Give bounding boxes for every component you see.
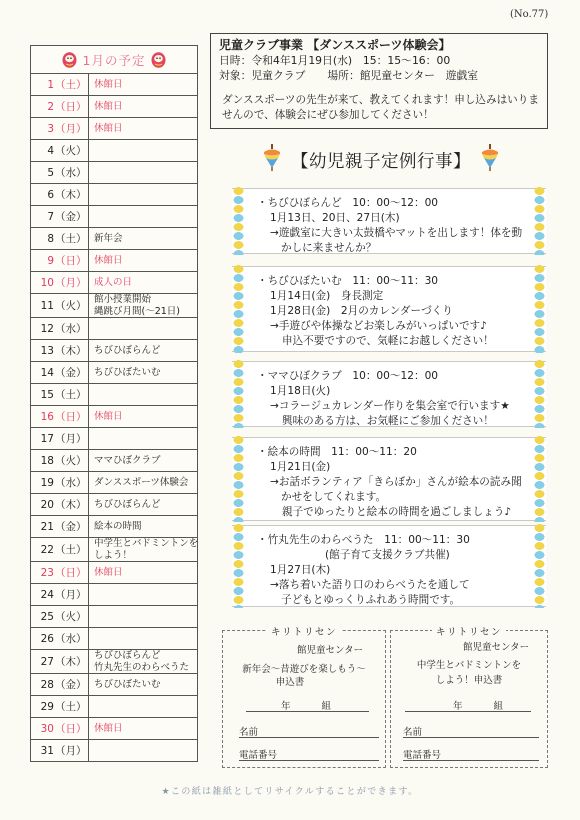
date-number: 25 xyxy=(40,610,54,623)
program-line: →手遊びや体操などお楽しみがいっぱいです♪ xyxy=(270,320,487,332)
calendar-row xyxy=(31,628,197,650)
calendar-row xyxy=(31,250,197,272)
program-line: →コラージュカレンダー作りを集会室で行います★ xyxy=(270,400,510,412)
calendar-row xyxy=(31,318,197,340)
day-of-week: （土） xyxy=(55,233,87,245)
program-panel xyxy=(232,266,546,352)
date-cell xyxy=(31,406,89,427)
date-cell xyxy=(31,74,89,95)
event-cell xyxy=(89,384,197,405)
date-number: 4 xyxy=(47,144,54,157)
name-field-label: 名前 xyxy=(239,727,259,738)
event-cell: ダンススポーツ体験会 xyxy=(94,476,189,488)
calendar-row xyxy=(31,272,197,294)
calendar-row xyxy=(31,674,197,696)
event-cell xyxy=(89,428,197,449)
calendar-row xyxy=(31,606,197,628)
day-of-week: （土） xyxy=(55,544,87,556)
form-title: しよう！申込書 xyxy=(435,675,503,686)
date-cell xyxy=(31,140,89,161)
calendar-row xyxy=(31,650,197,674)
date-cell xyxy=(31,206,89,227)
date-number: 28 xyxy=(40,678,54,691)
program-line: 興味のある方は、お気軽にご参加ください！ xyxy=(282,415,494,427)
date-cell xyxy=(31,428,89,449)
day-of-week: （水） xyxy=(55,477,87,489)
date-cell xyxy=(31,228,89,249)
program-line: (館子育て支援クラブ共催) xyxy=(325,549,450,561)
calendar-row xyxy=(31,428,197,450)
date-number: 18 xyxy=(40,454,54,467)
spinning-top-icon xyxy=(480,144,500,176)
event-place: 場所：館児童センター 遊戯室 xyxy=(327,69,479,82)
day-of-week: （金） xyxy=(55,521,87,533)
program-line: 1月18日(火) xyxy=(270,385,331,397)
field-underline xyxy=(239,760,379,761)
date-cell xyxy=(31,696,89,717)
date-number: 10 xyxy=(40,276,54,289)
event-cell xyxy=(89,318,197,339)
form-title: 申込書 xyxy=(275,677,305,688)
field-underline xyxy=(246,711,369,712)
grade-class-field: 年 組 xyxy=(453,701,508,712)
calendar-row xyxy=(31,718,197,740)
date-number: 12 xyxy=(40,322,54,335)
date-cell xyxy=(31,184,89,205)
date-cell xyxy=(31,650,89,673)
cut-line-label: キリトリセン xyxy=(267,627,341,638)
date-number: 16 xyxy=(40,410,54,423)
event-cell: 休館日 xyxy=(94,122,123,134)
event-cell: ちびひぼらんど xyxy=(94,344,161,356)
program-title: ・竹丸先生のわらべうた 11：00～11：30 xyxy=(257,534,470,546)
program-panel xyxy=(232,188,546,254)
date-number: 7 xyxy=(47,210,54,223)
event-cell: ママひぼクラブ xyxy=(94,454,161,466)
date-cell xyxy=(31,318,89,339)
event-cell xyxy=(89,628,197,649)
dance-event-box xyxy=(210,33,548,129)
day-of-week: （日） xyxy=(55,567,87,579)
calendar-row xyxy=(31,228,197,250)
date-number: 3 xyxy=(47,122,54,135)
calendar-row xyxy=(31,140,197,162)
event-cell xyxy=(89,584,197,605)
date-cell xyxy=(31,340,89,361)
calendar-row xyxy=(31,584,197,606)
event-target-place xyxy=(219,68,542,83)
program-panel xyxy=(232,361,546,427)
program-line: 1月27日(木) xyxy=(270,564,331,576)
event-cell: 休館日 xyxy=(94,254,123,266)
date-number: 27 xyxy=(40,655,54,668)
day-of-week: （月） xyxy=(55,123,87,135)
date-number: 9 xyxy=(47,254,54,267)
day-of-week: （木） xyxy=(55,189,87,201)
day-of-week: （月） xyxy=(55,589,87,601)
calendar-row xyxy=(31,118,197,140)
program-line: 申込不要ですので、気軽にお越しください！ xyxy=(282,335,494,347)
calendar-row xyxy=(31,494,197,516)
date-cell xyxy=(31,96,89,117)
day-of-week: （水） xyxy=(55,167,87,179)
form-title: 中学生とバドミントンを xyxy=(416,660,522,671)
program-line: 1月28日(金) 2月のカレンダーづくり xyxy=(270,305,453,317)
event-cell: 成人の日 xyxy=(94,276,133,288)
date-number: 22 xyxy=(40,543,54,556)
event-cell xyxy=(89,140,197,161)
date-number: 31 xyxy=(40,744,54,757)
event-cell: ちびひぼたいむ xyxy=(94,366,161,378)
calendar-row xyxy=(31,384,197,406)
date-cell xyxy=(31,162,89,183)
date-number: 15 xyxy=(40,388,54,401)
date-cell xyxy=(31,606,89,627)
date-cell xyxy=(31,362,89,383)
event-cell: 絵本の時間 xyxy=(94,520,142,532)
field-underline xyxy=(403,760,539,761)
calendar-header xyxy=(31,46,197,74)
date-number: 23 xyxy=(40,566,54,579)
day-of-week: （土） xyxy=(55,389,87,401)
program-panel xyxy=(232,525,546,607)
calendar-row xyxy=(31,96,197,118)
phone-field-label: 電話番号 xyxy=(403,750,442,761)
calendar-row xyxy=(31,206,197,228)
date-number: 19 xyxy=(40,476,54,489)
date-number: 17 xyxy=(40,432,54,445)
date-number: 29 xyxy=(40,700,54,713)
day-of-week: （水） xyxy=(55,633,87,645)
calendar-row xyxy=(31,450,197,472)
program-title: ・絵本の時間 11：00～11：20 xyxy=(257,446,417,458)
date-number: 11 xyxy=(40,299,54,312)
day-of-week: （日） xyxy=(55,411,87,423)
calendar-row xyxy=(31,472,197,494)
calendar-row xyxy=(31,184,197,206)
date-number: 24 xyxy=(40,588,54,601)
day-of-week: （火） xyxy=(55,300,87,312)
date-cell xyxy=(31,118,89,139)
day-of-week: （水） xyxy=(55,323,87,335)
calendar-row xyxy=(31,362,197,384)
program-line: →お話ボランティア「きらぼか」さんが絵本の読み聞かせをしてくれます。 xyxy=(270,476,522,503)
event-cell: ちびひぼたいむ xyxy=(94,678,161,690)
day-of-week: （火） xyxy=(55,611,87,623)
form-title: 新年会～昔遊びを楽しもう～ xyxy=(242,664,366,675)
calendar-row xyxy=(31,340,197,362)
event-cell xyxy=(89,162,197,183)
event-cell xyxy=(89,740,197,761)
event-cell: 休館日 xyxy=(94,100,123,112)
date-cell xyxy=(31,294,89,317)
program-line: 1月14日(金) 身長測定 xyxy=(270,290,384,302)
event-target: 対象：児童クラブ xyxy=(219,69,306,82)
event-cell: 新年会 xyxy=(94,232,123,244)
form-organization: 館児童センター xyxy=(463,642,530,653)
day-of-week: （土） xyxy=(55,701,87,713)
date-cell xyxy=(31,272,89,293)
date-cell xyxy=(31,538,89,561)
program-title: ・ちびひぼらんど 10：00～12：00 xyxy=(257,197,439,209)
calendar-row xyxy=(31,696,197,718)
event-cell: ちびひぼらんど xyxy=(94,498,161,510)
grade-class-field: 年 組 xyxy=(281,701,336,712)
day-of-week: （木） xyxy=(55,656,87,668)
date-number: 30 xyxy=(40,722,54,735)
day-of-week: （日） xyxy=(55,101,87,113)
event-description: ダンススポーツの先生が来て、教えてくれます！申し込みはいりませんので、体験会にぜひ参加してください！ xyxy=(222,94,539,121)
recycle-note: ★この紙は雑紙としてリサイクルすることができます。 xyxy=(161,787,419,797)
date-number: 21 xyxy=(40,520,54,533)
application-form-newyear xyxy=(222,627,386,768)
event-cell: 館小授業開始 縄跳び月間(～21日) xyxy=(94,294,181,317)
program-line: 親子でゆったりと絵本の時間を過ごしましょう♪ xyxy=(282,506,512,518)
monthly-calendar xyxy=(30,45,198,762)
event-box-title: 児童クラブ事業 【ダンススポーツ体験会】 xyxy=(219,38,451,52)
field-underline xyxy=(403,737,539,738)
section-heading-text: 【幼児親子定例行事】 xyxy=(291,151,471,172)
calendar-row xyxy=(31,516,197,538)
calendar-row xyxy=(31,538,197,562)
field-underline xyxy=(405,711,531,712)
date-cell xyxy=(31,584,89,605)
application-form-badminton xyxy=(390,627,548,768)
event-cell xyxy=(89,206,197,227)
event-cell: 休館日 xyxy=(94,410,123,422)
date-cell xyxy=(31,384,89,405)
field-underline xyxy=(239,737,379,738)
daruma-icon xyxy=(62,51,77,68)
day-of-week: （月） xyxy=(55,745,87,757)
date-cell xyxy=(31,718,89,739)
name-field-label: 名前 xyxy=(403,727,423,738)
date-number: 1 xyxy=(47,78,54,91)
event-cell: 休館日 xyxy=(94,722,123,734)
calendar-title: 1月の予定 xyxy=(82,52,146,68)
date-number: 5 xyxy=(47,166,54,179)
form-organization: 館児童センター xyxy=(297,645,364,656)
event-cell xyxy=(89,696,197,717)
event-cell: 中学生とバドミントンを しよう！ xyxy=(94,538,199,561)
program-line: →落ち着いた語り口のわらべうたを通して 子どもとゆっくりふれあう時間です。 xyxy=(270,579,470,606)
program-title: ・ちびひぼたいむ 11：00～11：30 xyxy=(257,275,439,287)
spinning-top-icon xyxy=(262,144,282,176)
event-cell: 休館日 xyxy=(94,78,123,90)
day-of-week: （木） xyxy=(55,499,87,511)
day-of-week: （金） xyxy=(55,211,87,223)
program-title: ・ママひぼクラブ 10：00～12：00 xyxy=(257,370,439,382)
date-cell xyxy=(31,562,89,583)
date-cell xyxy=(31,250,89,271)
date-cell xyxy=(31,674,89,695)
program-line: 1月21日(金) xyxy=(270,461,331,473)
date-number: 6 xyxy=(47,188,54,201)
date-cell xyxy=(31,628,89,649)
section-heading xyxy=(262,146,500,174)
event-cell xyxy=(89,184,197,205)
day-of-week: （日） xyxy=(55,723,87,735)
date-number: 20 xyxy=(40,498,54,511)
day-of-week: （金） xyxy=(55,367,87,379)
phone-field-label: 電話番号 xyxy=(239,750,278,761)
event-cell: ちびひぼらんど 竹丸先生のわらべうた xyxy=(94,650,190,673)
cut-line-label: キリトリセン xyxy=(432,627,506,638)
event-cell xyxy=(89,606,197,627)
issue-number: (No.77) xyxy=(510,9,549,20)
date-number: 13 xyxy=(40,344,54,357)
calendar-row xyxy=(31,406,197,428)
date-number: 26 xyxy=(40,632,54,645)
day-of-week: （月） xyxy=(55,433,87,445)
event-datetime: 日時：令和4年1月19日(水) 15：15～16：00 xyxy=(219,54,451,67)
day-of-week: （金） xyxy=(55,679,87,691)
date-cell xyxy=(31,472,89,493)
program-line: →遊戯室に大きい太鼓橋やマットを出します！体を動かしに来ませんか？ xyxy=(270,227,523,254)
daruma-icon xyxy=(151,51,166,68)
date-cell xyxy=(31,450,89,471)
date-cell xyxy=(31,740,89,761)
date-number: 14 xyxy=(40,366,54,379)
calendar-row xyxy=(31,162,197,184)
calendar-row xyxy=(31,562,197,584)
day-of-week: （火） xyxy=(55,455,87,467)
day-of-week: （月） xyxy=(55,277,87,289)
date-number: 2 xyxy=(47,100,54,113)
calendar-row xyxy=(31,74,197,96)
program-panel xyxy=(232,437,546,521)
date-cell xyxy=(31,516,89,537)
day-of-week: （土） xyxy=(55,79,87,91)
program-line: 1月13日、20日、27日(木) xyxy=(270,212,400,224)
date-cell xyxy=(31,494,89,515)
day-of-week: （日） xyxy=(55,255,87,267)
day-of-week: （火） xyxy=(55,145,87,157)
event-cell: 休館日 xyxy=(94,566,123,578)
calendar-row xyxy=(31,294,197,318)
day-of-week: （木） xyxy=(55,345,87,357)
calendar-row xyxy=(31,740,197,762)
date-number: 8 xyxy=(47,232,54,245)
